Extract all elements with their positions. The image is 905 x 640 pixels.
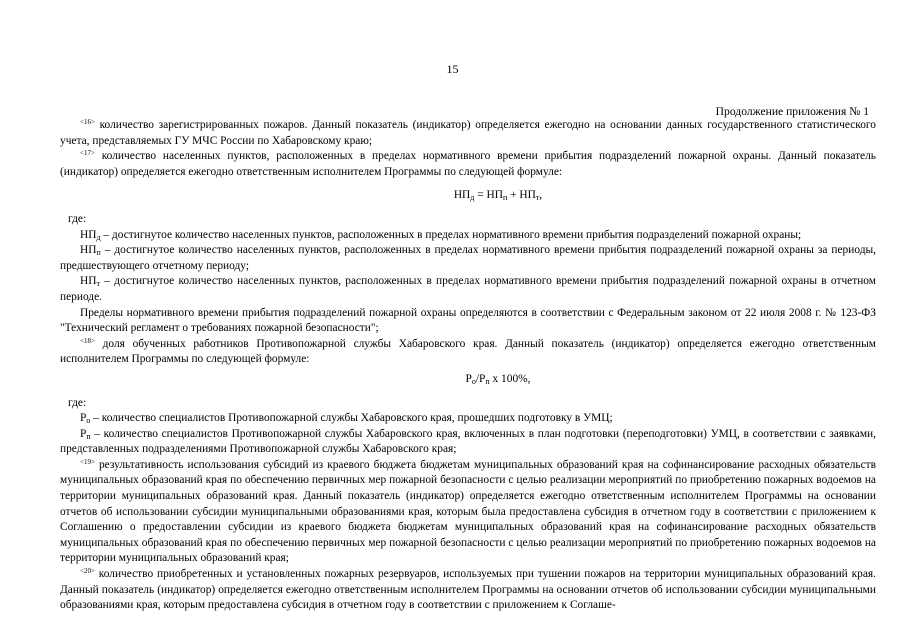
def-symbol: Р (80, 412, 87, 425)
note-mark: <20> (80, 567, 95, 576)
formula-symbol: НП (453, 189, 471, 202)
formula-symbol: Р (465, 372, 472, 385)
note-text: количество зарегистрированных пожаров. Данный показатель (индикатор) определяется ежегодно на основании данных государственного статистического учета, представляемых ГУ МЧС России по Хабаровскому краю; (60, 119, 876, 147)
formula-rest: х 100%, (489, 372, 531, 385)
formula-symbol: НП (486, 189, 503, 202)
note-mark: <16> (80, 118, 95, 126)
def-text: – количество специалистов Противопожарной службы Хабаровского края, прошедших подготовку в УМЦ; (90, 412, 613, 425)
note-mark: <19> (80, 457, 95, 466)
note-text: количество приобретенных и установленных пожарных резервуаров, используемых при тушении пожаров на территории муниципальных образований края. Данный показатель (индикатор) определяется ежегодно ответственным исполнителем Программы на основании отчетов об использовании субсидии муниципальными образованиями края, которым предоставлена субсидия в отчетном году в соответствии с приложением к Соглаше- (60, 568, 876, 612)
definition-npd (60, 228, 876, 244)
where-label: где: (68, 212, 87, 225)
limits-paragraph: Пределы нормативного времени прибытия подразделений пожарной охраны определяются в соответствии с Федеральным законом от 22 июля 2008 г. № 123-ФЗ "Технический регламент о требованиях пожарной безопасности"; (60, 306, 876, 335)
note-text: результативность использования субсидий из краевого бюджета бюджетам муниципальных образований края на софинансирование расходных обязательств муниципальных образований края по обеспечению первичных мер пожарной безопасности с целью реализации мероприятий по приобретению пожарных водоемов на территории муниципальных образований края. Данный показатель (индикатор) определяется ежегодно ответственным исполнителем Программы на основании отчетов об использовании субсидии муниципальными образованиями края, которым была предоставлена субсидия в отчетном году в соответствии с приложением к Соглашению о предоставлении субсидии из краевого бюджета бюджетам муниципальных образований края на софинансирование расходных обязательств муниципальных образований края по обеспечению первичных мер пожарной безопасности с целью реализации мероприятий по приобретению пожарных водоемов на территории муниципальных образований края; (60, 458, 876, 565)
note-mark: <18> (80, 336, 95, 345)
formula-operator: = (474, 189, 487, 202)
formula-operator: + (507, 189, 520, 202)
appendix-label: Продолжение приложения № 1 (715, 105, 869, 118)
note-16 (60, 118, 876, 149)
note-19 (60, 458, 876, 567)
formula-subscript: п (485, 376, 490, 386)
def-subscript: о (86, 416, 91, 426)
formula-subscript: д (470, 193, 475, 203)
def-subscript: д (96, 232, 101, 242)
formula-settlements (60, 188, 876, 204)
note-17 (60, 149, 876, 180)
definition-npp (60, 243, 876, 274)
definition-npt (60, 274, 876, 305)
formula-subscript: т (535, 193, 540, 203)
formula-symbol: НП (519, 189, 536, 202)
def-symbol: Р (80, 427, 87, 440)
formula-end: , (539, 189, 543, 202)
def-symbol: НП (80, 244, 97, 257)
note-text: доля обученных работников Противопожарной службы Хабаровского края. Данный показатель (индикатор) определяется ежегодно ответственным исполнителем Программы по следующей формуле: (60, 337, 876, 366)
def-subscript: т (96, 279, 100, 289)
def-symbol: НП (80, 275, 97, 288)
def-subscript: п (96, 248, 101, 258)
formula-trained-share (60, 372, 876, 388)
note-18 (60, 337, 876, 368)
def-text: – достигнутое количество населенных пунктов, расположенных в пределах нормативного времени прибытия подразделений пожарной охраны в отчетном периоде. (60, 275, 876, 303)
def-symbol: НП (80, 228, 97, 241)
where-label: где: (68, 396, 87, 409)
note-20 (60, 567, 876, 614)
formula-subscript: о (471, 376, 476, 386)
definition-ro (60, 411, 876, 427)
document-body (60, 118, 876, 614)
formula-operator: / (475, 372, 480, 385)
def-text: – достигнутое количество населенных пунктов, расположенных в пределах нормативного времени прибытия подразделений пожарной охраны за периоды, предшествующего отчетному периоду; (60, 244, 876, 272)
note-mark: <17> (80, 149, 95, 158)
def-text: – достигнутое количество населенных пунктов, расположенных в пределах нормативного времени прибытия подразделений пожарной охраны; (100, 228, 802, 241)
page-number: 15 (446, 62, 459, 76)
definition-rp (60, 427, 876, 458)
formula-subscript: п (502, 193, 508, 203)
def-subscript: п (86, 431, 91, 441)
def-text: – количество специалистов Противопожарной службы Хабаровского края, включенных в план подготовки (переподготовки) УМЦ, в соответствии с заявками, представленных подразделениями Противопожарной службы Хабаровского края; (60, 427, 876, 456)
note-text: количество населенных пунктов, расположенных в пределах нормативного времени прибытия подразделений пожарной охраны. Данный показатель (индикатор) определяется ежегодно ответственным исполнителем Программы по следующей формуле: (60, 150, 876, 178)
formula-symbol: Р (479, 372, 486, 385)
